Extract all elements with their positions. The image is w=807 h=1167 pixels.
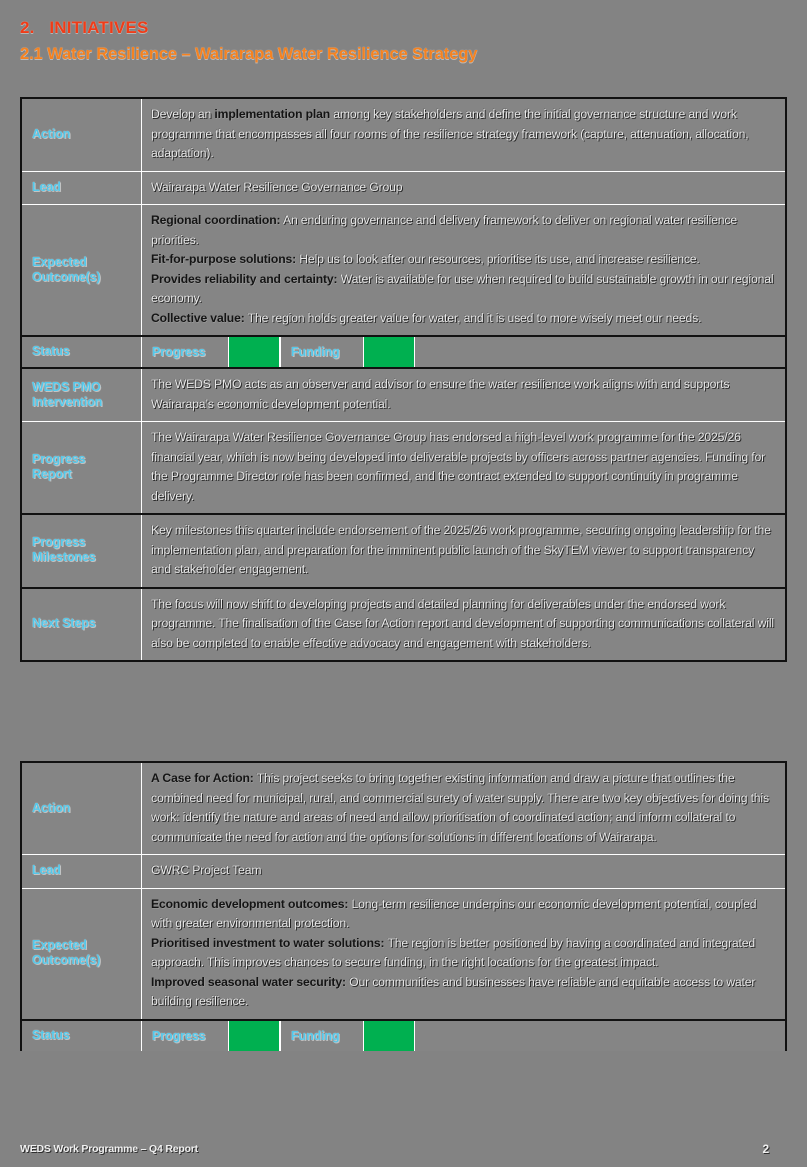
action-text-bold: A Case for Action: bbox=[151, 771, 254, 785]
row-value-next-steps: The focus will now shift to developing projects and detailed planning for deliverables under the endorsed work programme. The finalisation of the Case for Action report and development of supporting communications collateral will also be completed to enable effective advocacy and engagement with stakeholders. bbox=[142, 588, 787, 662]
table-row-progress-milestones bbox=[21, 514, 786, 588]
table-row-action bbox=[21, 98, 786, 171]
row-value-weds-pmo-intervention: The WEDS PMO acts as an observer and advisor to ensure the water resilience work aligns with and supports Wairarapa’s economic development potential. bbox=[142, 368, 787, 422]
table-row-status bbox=[21, 1020, 786, 1051]
section-heading: 2. INITIATIVES bbox=[20, 18, 149, 37]
outcome-item-text: Help us to look after our resources, prioritise its use, and increase resilience. bbox=[296, 252, 700, 266]
outcome-item bbox=[151, 934, 777, 973]
status-indicator-group bbox=[142, 1021, 785, 1051]
page-footer bbox=[20, 1140, 787, 1158]
status-label-progress: Progress bbox=[152, 1028, 206, 1043]
row-value-expected-outcomes bbox=[142, 888, 787, 1020]
action-text-pre: Develop an bbox=[151, 107, 215, 121]
outcome-item-text: Water is available for use when required to build sustainable growth in our regional economy. bbox=[151, 271, 774, 305]
outcome-item-text: Our communities and businesses have reliable and equitable access to water building resilience. bbox=[151, 974, 756, 1008]
label-line-1: Expected bbox=[32, 254, 87, 269]
status-indicator-group bbox=[142, 337, 785, 367]
table-row-weds-pmo-intervention bbox=[21, 368, 786, 422]
row-value-expected-outcomes bbox=[142, 205, 787, 337]
status-row-filler bbox=[415, 1021, 785, 1051]
label-line-1: Expected bbox=[32, 938, 87, 952]
table-row-lead bbox=[21, 855, 786, 889]
row-label-action: Action bbox=[21, 762, 142, 855]
outcome-item bbox=[151, 250, 777, 270]
status-label-funding: Funding bbox=[280, 1021, 363, 1051]
row-value-progress-milestones: Key milestones this quarter include endorsement of the 2025/26 work programme, securing ongoing leadership for the implementation plan, and preparation for the imminent public launch of the SkyTEM viewer to support transparency and stakeholder engagement. bbox=[142, 514, 787, 588]
label-line-2: Intervention bbox=[32, 394, 103, 409]
row-label-expected-outcomes bbox=[21, 205, 142, 337]
row-value-action bbox=[142, 762, 787, 855]
outcome-item-title: Provides reliability and certainty: bbox=[151, 271, 338, 286]
row-label-status: Status bbox=[21, 336, 142, 368]
label-line-2: Outcome(s) bbox=[32, 269, 101, 284]
label-line-2: Outcome(s) bbox=[32, 953, 101, 967]
footer-document-title: WEDS Work Programme – Q4 Report bbox=[20, 1143, 198, 1155]
status-chip-funding[interactable] bbox=[363, 337, 415, 367]
row-label-weds-pmo-intervention bbox=[21, 368, 142, 422]
table-row-action bbox=[21, 762, 786, 855]
status-row-filler bbox=[415, 337, 785, 367]
action-paragraph bbox=[151, 105, 777, 164]
row-value-lead: GWRC Project Team bbox=[142, 855, 787, 889]
row-label-action: Action bbox=[21, 98, 142, 171]
status-label-progress: Progress bbox=[152, 345, 206, 359]
table-row-status bbox=[21, 336, 786, 368]
row-label-status: Status bbox=[21, 1020, 142, 1051]
outcome-item-text: Long-term resilience underpins our economic development potential, coupled with greater environmental protection. bbox=[151, 896, 757, 930]
label-line-2: Milestones bbox=[32, 550, 96, 565]
outcome-item bbox=[151, 895, 777, 934]
status-label-funding: Funding bbox=[280, 337, 363, 367]
action-text: This project seeks to bring together existing information and draw a picture that outlines the combined need for municipal, rural, and commercial surety of water supply. There are two key objectives for doing this work: identify the nature and areas of need and allow prioritisation of coordinated action; and inform collateral to communicate the need for action and the options for solutions in different locations of Wairarapa. bbox=[151, 771, 769, 844]
outcome-item-title: Collective value: bbox=[151, 310, 245, 325]
row-value-status bbox=[142, 336, 787, 368]
label-line-1: WEDS PMO bbox=[32, 379, 101, 394]
status-chip-progress[interactable] bbox=[228, 1021, 280, 1051]
label-line-1: Progress bbox=[32, 452, 86, 466]
row-label-progress-report bbox=[21, 422, 142, 515]
label-line-1: Progress bbox=[32, 535, 86, 550]
outcome-item-text: An enduring governance and delivery framework to deliver on regional water resilience priorities. bbox=[151, 213, 737, 247]
action-text-bold: implementation plan bbox=[214, 107, 331, 121]
outcome-item-title: Improved seasonal water security: bbox=[151, 974, 346, 989]
table-row-lead bbox=[21, 171, 786, 205]
outcome-item bbox=[151, 309, 777, 329]
row-value-action bbox=[142, 98, 787, 171]
footer-page-number: 2 bbox=[762, 1142, 769, 1156]
label-line-2: Report bbox=[32, 467, 72, 481]
row-value-lead: Wairarapa Water Resilience Governance Group bbox=[142, 171, 787, 205]
action-paragraph bbox=[151, 769, 777, 847]
outcome-item bbox=[151, 973, 777, 1012]
outcome-item-title: Fit-for-purpose solutions: bbox=[151, 252, 297, 266]
row-label-lead: Lead bbox=[21, 855, 142, 889]
outcome-item-title: Regional coordination: bbox=[151, 213, 281, 227]
outcome-item-title: Prioritised investment to water solutions: bbox=[151, 935, 385, 950]
subsection-heading: 2.1 Water Resilience – Wairarapa Water Resilience Strategy bbox=[20, 45, 478, 63]
outcome-item-title: Economic development outcomes: bbox=[151, 896, 349, 911]
row-value-status bbox=[142, 1020, 787, 1051]
row-label-lead: Lead bbox=[21, 171, 142, 205]
initiative-table-water-resilience-strategy bbox=[20, 97, 787, 662]
status-chip-progress[interactable] bbox=[228, 337, 280, 367]
row-label-expected-outcomes bbox=[21, 888, 142, 1020]
action-text-post: among key stakeholders and define the initial governance structure and work programme that encompasses all four rooms of the resilience strategy framework (capture, attenuation, allocation, adaptation). bbox=[151, 107, 749, 160]
outcome-item-text: The region is better positioned by having a coordinated and integrated approach. This improves chances to secure funding, in the right locations for the greatest impact. bbox=[151, 935, 756, 969]
table-row-expected-outcomes bbox=[21, 205, 786, 337]
row-label-progress-milestones bbox=[21, 514, 142, 588]
outcome-item-text: The region holds greater value for water, and it is used to more wisely meet our needs. bbox=[244, 310, 702, 325]
row-label-next-steps: Next Steps bbox=[21, 588, 142, 662]
outcome-item bbox=[151, 270, 777, 309]
initiative-table-case-for-action bbox=[20, 761, 787, 1051]
table-row-progress-report bbox=[21, 422, 786, 515]
outcome-item bbox=[151, 211, 777, 250]
status-chip-funding[interactable] bbox=[363, 1021, 415, 1051]
table-row-expected-outcomes bbox=[21, 888, 786, 1020]
table-row-next-steps bbox=[21, 588, 786, 662]
row-value-progress-report: The Wairarapa Water Resilience Governance Group has endorsed a high-level work programme for the 2025/26 financial year, which is now being developed into deliverable projects by officers across partner agencies. Funding for the Programme Director role has been confirmed, and the contract extended to support continuity in programme delivery. bbox=[142, 422, 787, 515]
page-headings bbox=[20, 18, 780, 64]
